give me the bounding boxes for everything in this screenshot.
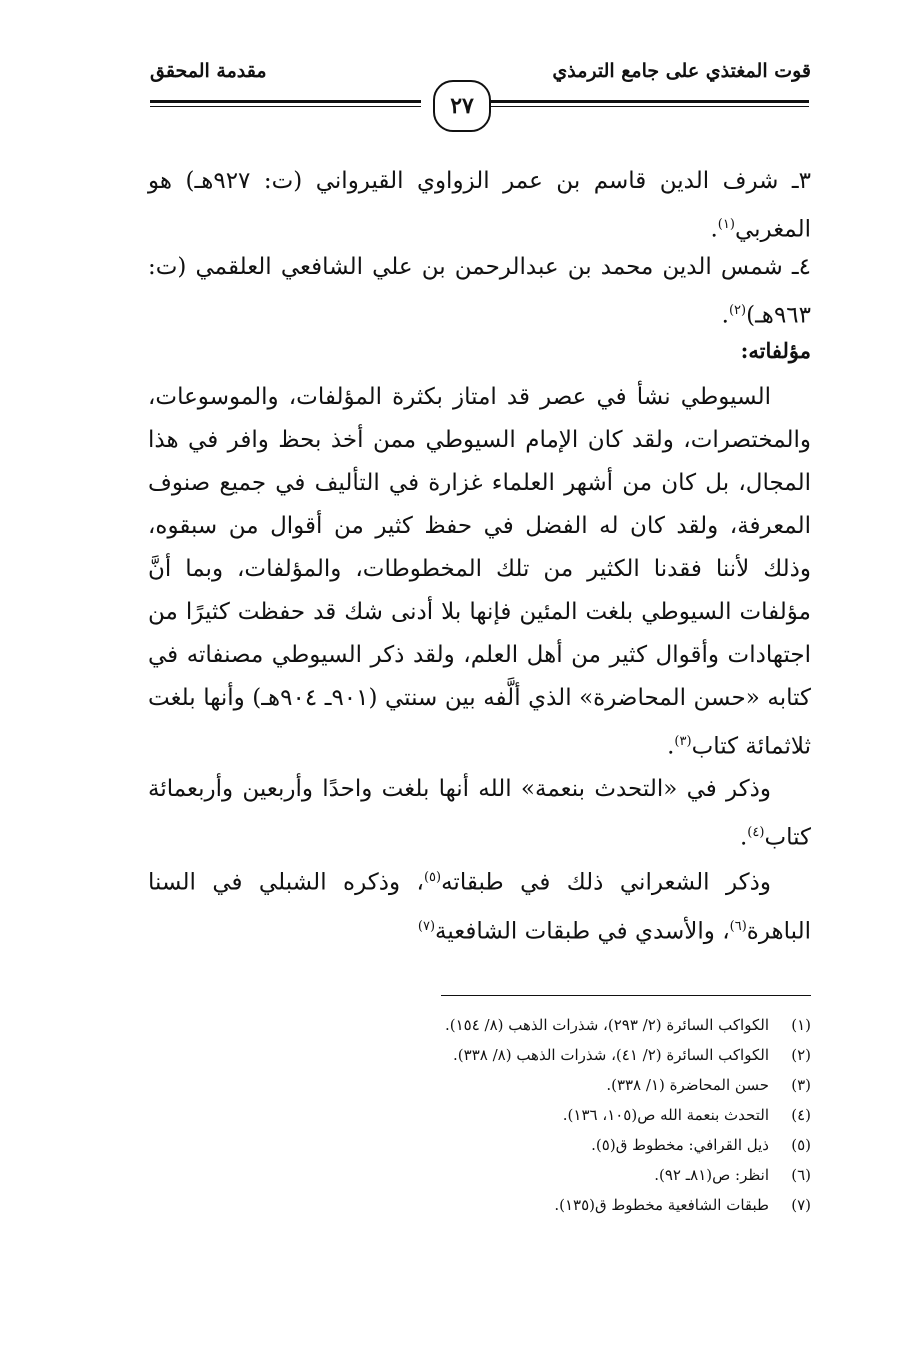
header-rule-left bbox=[150, 100, 421, 107]
footnote-item bbox=[251, 1070, 811, 1100]
header-rule-right bbox=[490, 100, 809, 107]
footnote-number: (٧) bbox=[791, 1196, 811, 1214]
page-number: ٢٧ bbox=[450, 93, 474, 119]
footnote-number: (٢) bbox=[791, 1046, 811, 1064]
footnote-number: (٤) bbox=[791, 1106, 811, 1124]
footnote-item bbox=[251, 1160, 811, 1190]
footnote-ref-7: (٧) bbox=[417, 918, 436, 934]
footnote-item bbox=[251, 1100, 811, 1130]
footnote-number: (٥) bbox=[791, 1136, 811, 1154]
body-paragraph-tahadduth: وذكر في «التحدث بنعمة» الله أنها بلغت واحدًا وأربعين وأربعمائة كتاب$^{(٤)}$. bbox=[148, 776, 811, 851]
body-paragraph-sharani bbox=[148, 856, 811, 953]
running-header-book-title: قوت المغتذي على جامع الترمذي bbox=[552, 60, 811, 82]
item4-text: ٤ـ شمس الدين محمد بن عبدالرحمن بن علي الشافعي العلقمي (ت: ٩٦٣هـ) bbox=[148, 254, 811, 329]
section-heading: مؤلفاته: bbox=[740, 338, 811, 363]
footnote-ref-6: (٦) bbox=[729, 918, 747, 934]
footnote-number: (٦) bbox=[791, 1166, 811, 1184]
footnote-text: الكواكب السائرة (٢/ ٢٩٣)، شذرات الذهب (٨/ ١٥٤). bbox=[444, 1016, 769, 1034]
page-number-badge bbox=[433, 80, 491, 132]
footnote-text: الكواكب السائرة (٢/ ٤١)، شذرات الذهب (٨/ ٣٣٨). bbox=[453, 1046, 769, 1064]
footnote-item bbox=[251, 1190, 811, 1220]
item3-text: ٣ـ شرف الدين قاسم بن عمر الزواوي القيرواني (ت: ٩٢٧هـ) هو المغربي bbox=[148, 168, 811, 243]
footnote-ref-1: (١) bbox=[717, 217, 735, 232]
footnote-number: (١) bbox=[791, 1016, 811, 1034]
footnote-text: حسن المحاضرة (١/ ٣٣٨). bbox=[606, 1076, 769, 1094]
footnote-item bbox=[251, 1040, 811, 1070]
footnote-text: انظر: ص(٨١ـ ٩٢). bbox=[654, 1166, 769, 1184]
footnotes-list bbox=[251, 1010, 811, 1220]
sharani-text-a: وذكر الشعراني ذلك في طبقاته bbox=[441, 869, 771, 896]
body-paragraph-main: السيوطي نشأ في عصر قد امتاز بكثرة المؤلفات، والموسوعات، والمختصرات، ولقد كان الإمام السيوطي ممن أخذ بحظ وافر في هذا المجال، بل كان من أشهر العلماء غزارة في التأليف في جميع صنوف المعرفة، ولقد كان له الفضل في حفظ كثير من أقوال من سبقوه، وذلك لأننا فقدنا الكثير من تلك المخطوطات، والمؤلفات، وبما أنَّ مؤلفات السيوطي بلغت المئين فإنها بلا أدنى شك قد حفظت كثيرًا من اجتهادات وأقوال كثير من أهل العلم، ولقد ذكر السيوطي مصنفاته في كتابه «حسن المحاضرة» الذي ألَّفه بين سنتي (٩٠١ـ ٩٠٤هـ) وأنها بلغت ثلاثمائة كتاب$^{(٣)}$. bbox=[148, 384, 811, 760]
footnote-ref-2: (٢) bbox=[728, 303, 747, 318]
footnote-text: التحدث بنعمة الله ص(١٠٥، ١٣٦). bbox=[562, 1106, 769, 1124]
footnote-item bbox=[251, 1130, 811, 1160]
footnote-ref-3: (٣) bbox=[674, 734, 692, 749]
tahadduth-text: وذكر في «التحدث بنعمة» الله أنها بلغت واحدًا وأربعين وأربعمائة كتاب bbox=[148, 776, 811, 851]
sharani-text-b: ، وذكره الشبلي في السنا الباهرة bbox=[148, 869, 811, 945]
running-header-section-title: مقدمة المحقق bbox=[150, 60, 267, 82]
footnote-ref-4: (٤) bbox=[747, 825, 765, 840]
footnote-number: (٣) bbox=[791, 1076, 811, 1094]
footnote-ref-5: (٥) bbox=[423, 870, 442, 885]
main-text: السيوطي نشأ في عصر قد امتاز بكثرة المؤلفات، والموسوعات، والمختصرات، ولقد كان الإمام السيوطي ممن أخذ بحظ وافر في هذا المجال، بل كان من أشهر العلماء غزارة في التأليف في جميع صنوف المعرفة، ولقد كان له الفضل في حفظ كثير من أقوال من سبقوه، وذلك لأننا فقدنا الكثير من تلك المخطوطات، والمؤلفات، وبما أنَّ مؤلفات السيوطي بلغت المئين فإنها بلا أدنى شك قد حفظت كثيرًا من اجتهادات وأقوال كثير من أهل العلم، ولقد ذكر السيوطي مصنفاته في كتابه «حسن المحاضرة» الذي ألَّفه بين سنتي (٩٠١ـ ٩٠٤هـ) وأنها بلغت ثلاثمائة كتاب bbox=[148, 384, 811, 760]
footnote-text: ذيل القرافي: مخطوط ق(٥). bbox=[591, 1136, 769, 1154]
list-item-4: ٤ـ شمس الدين محمد بن عبدالرحمن بن علي الشافعي العلقمي (ت: ٩٦٣هـ)$^{(٢)}$. bbox=[148, 254, 811, 329]
list-item-3: ٣ـ شرف الدين قاسم بن عمر الزواوي القيرواني (ت: ٩٢٧هـ) هو المغربي$^{(١)}$. bbox=[148, 168, 811, 243]
sharani-text-c: ، والأسدي في طبقات الشافعية bbox=[435, 918, 730, 945]
footnote-item bbox=[251, 1010, 811, 1040]
footnote-separator bbox=[441, 995, 811, 996]
footnote-text: طبقات الشافعية مخطوط ق(١٣٥). bbox=[554, 1196, 769, 1214]
